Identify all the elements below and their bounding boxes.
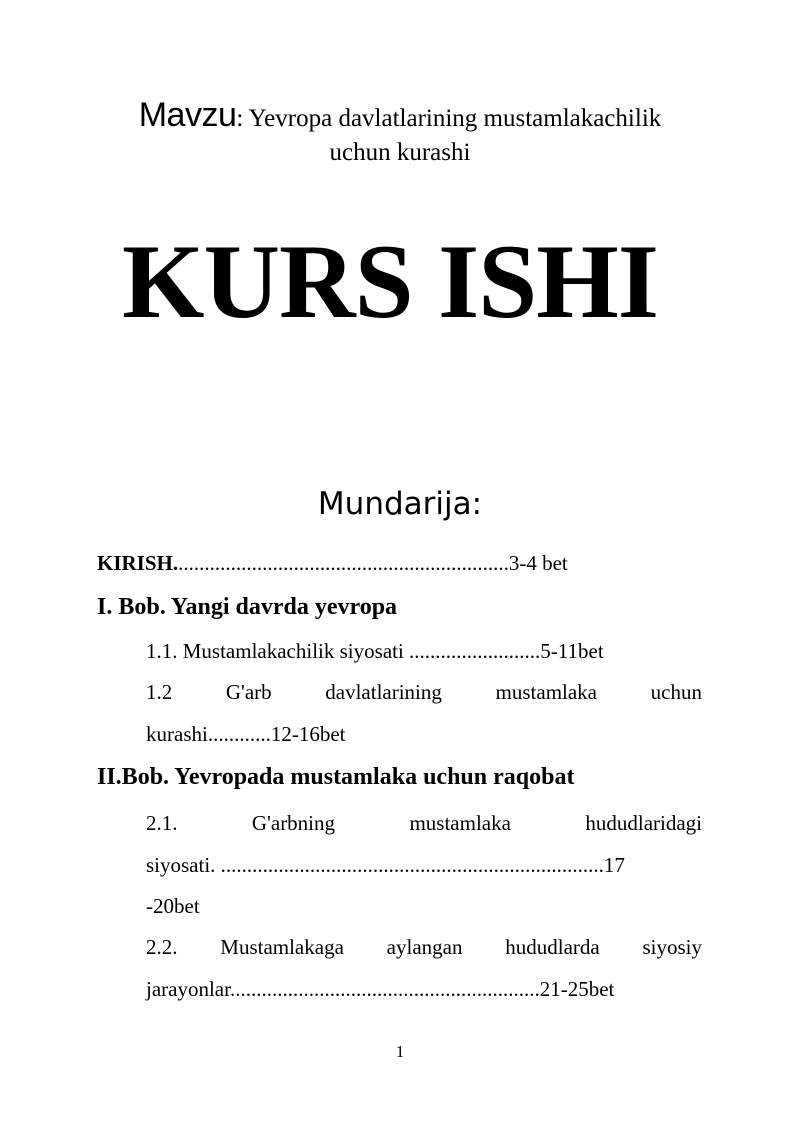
toc-word: siyosiy [642, 935, 702, 959]
toc-chapter-2: II.Bob. Yevropada mustamlaka uchun raqobat [97, 764, 575, 790]
toc-intro-rest: ...............................................................3-4 bet [178, 551, 568, 575]
toc-section-2-2-line-2: jarayonlar...........................................................21-25bet [146, 977, 615, 1001]
toc-word: hududlarda [505, 935, 600, 959]
toc-section-2-2-line-1 [146, 932, 702, 962]
toc-section-1-2-line-2: kurashi............12-16bet [146, 722, 346, 746]
topic-block [0, 98, 800, 170]
toc-heading: Mundarija: [317, 486, 483, 522]
toc-word: uchun [650, 680, 702, 704]
topic-label: Mavzu [138, 96, 237, 134]
topic-line-1 [0, 98, 800, 136]
toc-word: 1.2 [146, 680, 173, 704]
toc-word: davlatlarining [325, 680, 442, 704]
toc-word: mustamlaka [495, 680, 598, 704]
toc-section-1-1: 1.1. Mustamlakachilik siyosati .........................5-11bet [146, 639, 604, 663]
toc-word: mustamlaka [409, 811, 511, 835]
toc-section-2-1-line-2: siyosati. .........................................................................17 [146, 853, 625, 877]
toc-intro [97, 548, 568, 578]
toc-section-1-2-line-1 [146, 677, 702, 707]
toc-section-2-1-line-1 [146, 808, 702, 838]
toc-intro-label: KIRISH. [97, 551, 179, 575]
toc-section-2-1-line-3: -20bet [146, 894, 200, 918]
toc-word: 2.1. [146, 811, 178, 835]
toc-chapter-1: I. Bob. Yangi davrda yevropa [97, 594, 398, 620]
toc-word: hududlaridagi [585, 811, 702, 835]
topic-line-2: uchun kurashi [329, 139, 471, 166]
toc-word: aylangan [386, 935, 463, 959]
topic-text: : Yevropa davlatlarining mustamlakachilik [236, 105, 662, 132]
toc-word: G'arb [225, 680, 272, 704]
page-number: 1 [395, 1042, 405, 1061]
toc-word: 2.2. [146, 935, 178, 959]
document-title: KURS ISHI [122, 223, 658, 340]
toc-word: G'arbning [251, 811, 336, 835]
toc-word: Mustamlakaga [220, 935, 344, 959]
